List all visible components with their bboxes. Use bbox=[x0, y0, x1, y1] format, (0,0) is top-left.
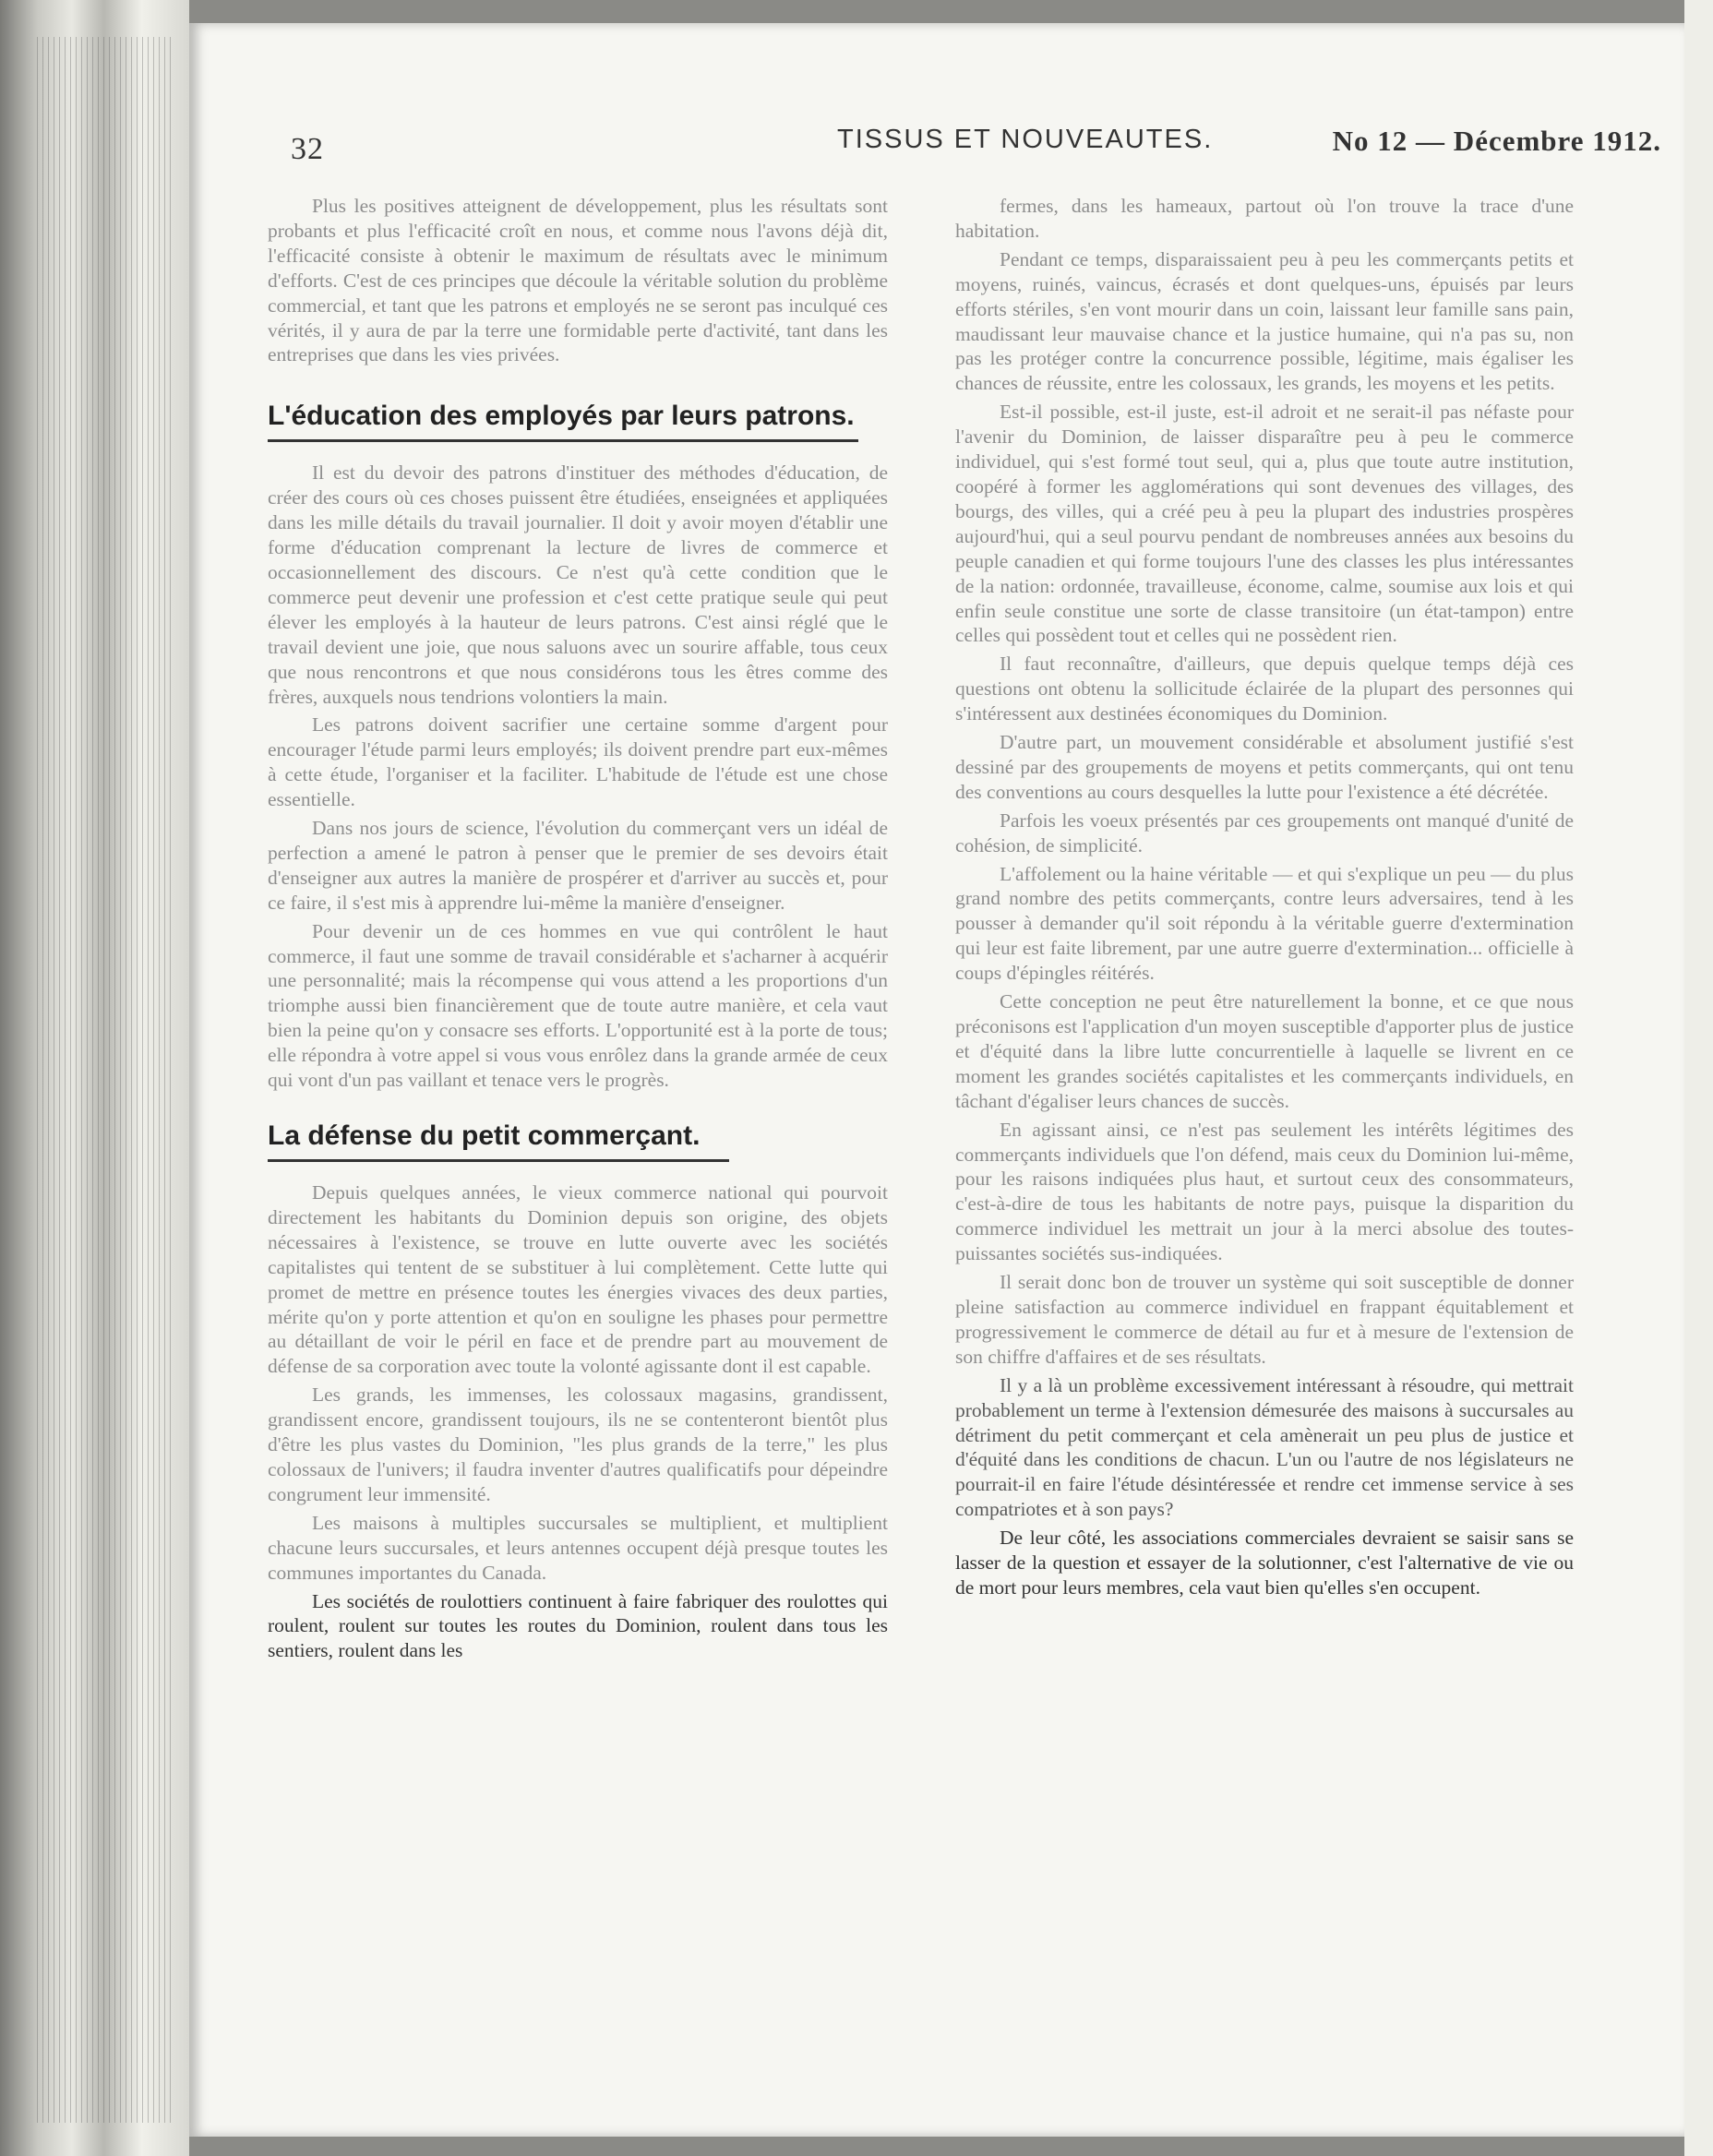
paragraph: Parfois les voeux présentés par ces groupements ont manqué d'unité de cohésion, de simplicité. bbox=[955, 808, 1574, 856]
page-stack-lines bbox=[37, 37, 175, 2123]
right-margin-strip bbox=[1684, 0, 1713, 2156]
publication-title: TISSUS ET NOUVEAUTES. bbox=[837, 125, 1214, 154]
paragraph: Dans nos jours de science, l'évolution du commerçant vers un idéal de perfection a amené le patron à penser que le premier de ses devoirs était d'enseigner aux autres la manière de prospérer et d'arriver au succès et, pour ce faire, il s'est mis à apprendre lui-même la manière d'enseigner. bbox=[268, 817, 888, 914]
paragraph: Pour devenir un de ces hommes en vue qui contrôlent le haut commerce, il faut une somme de travail considérable et s'acharner à acquérir une personnalité; mais la récompense qui vous attend a les proportions d'un triomphe aussi bien financièrement que de toute autre manière, et cela vaut bien la peine qu'on y consacre ses efforts. L'opportunité est à la porte de tous; elle répondra à votre appel si vous vous enrôlez dans la grande armée de ceux qui vont d'un pas vaillant et tenace vers le progrès. bbox=[268, 919, 888, 1092]
paragraph: fermes, dans les hameaux, partout où l'on trouve la trace d'une habitation. bbox=[955, 195, 1574, 242]
section-heading-defense: La défense du petit commerçant. bbox=[268, 1120, 701, 1151]
left-column bbox=[268, 194, 888, 1663]
paragraph: Il y a là un problème excessivement intéressant à résoudre, qui mettrait probablement un terme à l'extension démesurée des maisons à succursales au détriment du petit commerçant et cela amènerait un peu plus de justice et d'équité dans les conditions de chacun. L'un ou l'autre de nos législateurs ne pourrait-il en faire l'étude désintéressée et rendre cet immense service à ses compatriotes et à son pays? bbox=[955, 1373, 1574, 1521]
heading-underline bbox=[268, 439, 858, 442]
paragraph: Cette conception ne peut être naturellement la bonne, et ce que nous préconisons est l'application d'un moyen susceptible d'apporter plus de justice et d'équité dans la libre lutte concurrentielle à laquelle se livrent en ce moment les grandes sociétés capitalistes et les commerçants individuels, en tâchant d'égaliser leurs chances de succès. bbox=[955, 990, 1574, 1112]
paragraph: D'autre part, un mouvement considérable et absolument justifié s'est dessiné par des groupements de moyens et petits commerçants, qui ont tenu des conventions au cours desquelles la lutte pour l'existence a été décrétée. bbox=[955, 731, 1574, 803]
section-heading-education: L'éducation des employés par leurs patrons. bbox=[268, 401, 855, 432]
paragraph: Depuis quelques années, le vieux commerce national qui pourvoit directement les habitants du Dominion depuis son origine, des objets nécessaires à l'existence, se trouve en lutte ouverte avec les sociétés capitalistes qui tentent de se substituer à lui complètement. Cette lutte qui promet de mettre en présence toutes les énergies vivaces des deux parties, mérite qu'on y porte attention et qu'on en souligne les phases pour permettre au détaillant de voir le péril en face et de prendre part au mouvement de défense de sa corporation avec toute la volonté agissante dont il est capable. bbox=[268, 1181, 888, 1378]
paragraph: Pendant ce temps, disparaissaient peu à peu les commerçants petits et moyens, ruinés, vaincus, écrasés et dont quelques-uns, épuisés par leurs efforts stériles, s'en vont mourir dans un coin, laissant leur famille sans pain, maudissant leur mauvaise chance et la justice humaine, qui n'a pas su, non pas les protéger contre la concurrence possible, légitime, mais égaliser les chances de réussite, entre les colossaux, les grands, les moyens et les petits. bbox=[955, 247, 1574, 395]
book-page-edges bbox=[0, 0, 189, 2156]
issue-info: No 12 — Décembre 1912. bbox=[1332, 125, 1661, 157]
paragraph: En agissant ainsi, ce n'est pas seulement les intérêts légitimes des commerçants individuels que l'on défend, mais ceux du Dominion lui-même, pour les raisons indiquées plus haut, et surtout ceux des consommateurs, c'est-à-dire de tous les habitants de notre pays, puisque la disparition du commerce individuel les mettrait un jour à la merci absolue des toutes-puissantes sociétés sus-indiquées. bbox=[955, 1118, 1574, 1265]
paragraph: Il faut reconnaître, d'ailleurs, que depuis quelque temps déjà ces questions ont obtenu la sollicitude éclairée de la plupart des personnes qui s'intéressent aux destinées économiques du Dominion. bbox=[955, 653, 1574, 725]
paragraph: Il serait donc bon de trouver un système qui soit susceptible de donner pleine satisfaction au commerce individuel en frappant équitablement et progressivement le commerce de détail au fur et à mesure de l'extension de son chiffre d'affaires et de ses résultats. bbox=[955, 1271, 1574, 1368]
page-header bbox=[291, 106, 1661, 166]
paragraph: De leur côté, les associations commerciales devraient se saisir sans se lasser de la question et essayer de la solutionner, c'est l'alternative de vie ou de mort pour leurs membres, cela vaut bien qu'elles s'en occupent. bbox=[955, 1527, 1574, 1599]
magazine-page bbox=[189, 23, 1684, 2137]
paragraph: Les sociétés de roulottiers continuent à faire fabriquer des roulottes qui roulent, roulent sur toutes les routes du Dominion, roulent dans tous les sentiers, roulent dans les bbox=[268, 1589, 888, 1662]
paragraph: Les maisons à multiples succursales se multiplient, et multiplient chacune leurs succursales, et leurs antennes occupent déjà presque toutes les communes importantes du Canada. bbox=[268, 1511, 888, 1584]
paragraph: Les patrons doivent sacrifier une certaine somme d'argent pour encourager l'étude parmi leurs employés; ils doivent prendre part eux-mêmes à cette étude, l'organiser et la faciliter. L'habitude de l'étude est une chose essentielle. bbox=[268, 713, 888, 811]
page-number: 32 bbox=[291, 132, 324, 166]
paragraph: L'affolement ou la haine véritable — et qui s'explique un peu — du plus grand nombre des petits commerçants, contre leurs adversaires, tend à les pousser à demander qu'il soit répondu à la véritable guerre d'extermination qui leur est faite librement, par une autre guerre d'extermination... officielle à coups d'épingles réitérés. bbox=[955, 862, 1574, 985]
heading-underline bbox=[268, 1159, 729, 1162]
intro-paragraph: Plus les positives atteignent de développement, plus les résultats sont probants et plus l'efficacité croît en nous, et comme nous l'avons déjà dit, l'efficacité consiste à obtenir le maximum de résultats avec le minimum d'efforts. C'est de ces principes que découle la véritable solution du problème commercial, et tant que les patrons et employés ne se seront pas inculqué ces vérités, il y aura de par la terre une formidable perte d'activité, tant dans les entreprises que dans les vies privées. bbox=[268, 195, 888, 366]
paragraph: Est-il possible, est-il juste, est-il adroit et ne serait-il pas néfaste pour l'avenir du Dominion, de laisser disparaître peu à peu le commerce individuel, qui s'est formé tout seul, qui a, plus que toute autre institution, coopéré à former les agglomérations qui sont devenues des villages, des bourgs, des villes, qui a créé peu à peu la plupart des industries prospères aujourd'hui, qui a seul pourvu pendant de nombreuses années aux besoins du peuple canadien et qui forme toujours l'une des classes les plus intéressantes de la nation: ordonnée, travailleuse, économe, calme, soumise aux lois et qui enfin seule constitue une sorte de classe transitoire (un état-tampon) entre celles qui possèdent tout et celles qui ne possèdent rien. bbox=[955, 401, 1574, 647]
right-column bbox=[955, 194, 1574, 1600]
paragraph: Les grands, les immenses, les colossaux magasins, grandissent, grandissent encore, grandissent toujours, ils ne se contenteront bientôt plus d'être les plus vastes du Dominion, "les plus grands de la terre," les plus colossaux de l'univers; il faudra inventer d'autres qualificatifs pour dépeindre congrument leur immensité. bbox=[268, 1383, 888, 1505]
paragraph: Il est du devoir des patrons d'instituer des méthodes d'éducation, de créer des cours où ces choses puissent être étudiées, enseignées et appliquées dans les mille détails du travail journalier. Il doit y avoir moyen d'établir une forme d'éducation comprenant la lecture de livres de commerce et occasionnellement des discours. Ce n'est qu'à cette condition que le commerce peut devenir une profession et c'est cette pratique seule qui peut élever les employés à la hauteur de leurs patrons. C'est ainsi réglé que le travail devient une joie, que nous saluons avec un sourire affable, tous ceux que nous rencontrons et que nous considérons tous les êtres comme des frères, auxquels nous tendrions volontiers la main. bbox=[268, 461, 888, 708]
